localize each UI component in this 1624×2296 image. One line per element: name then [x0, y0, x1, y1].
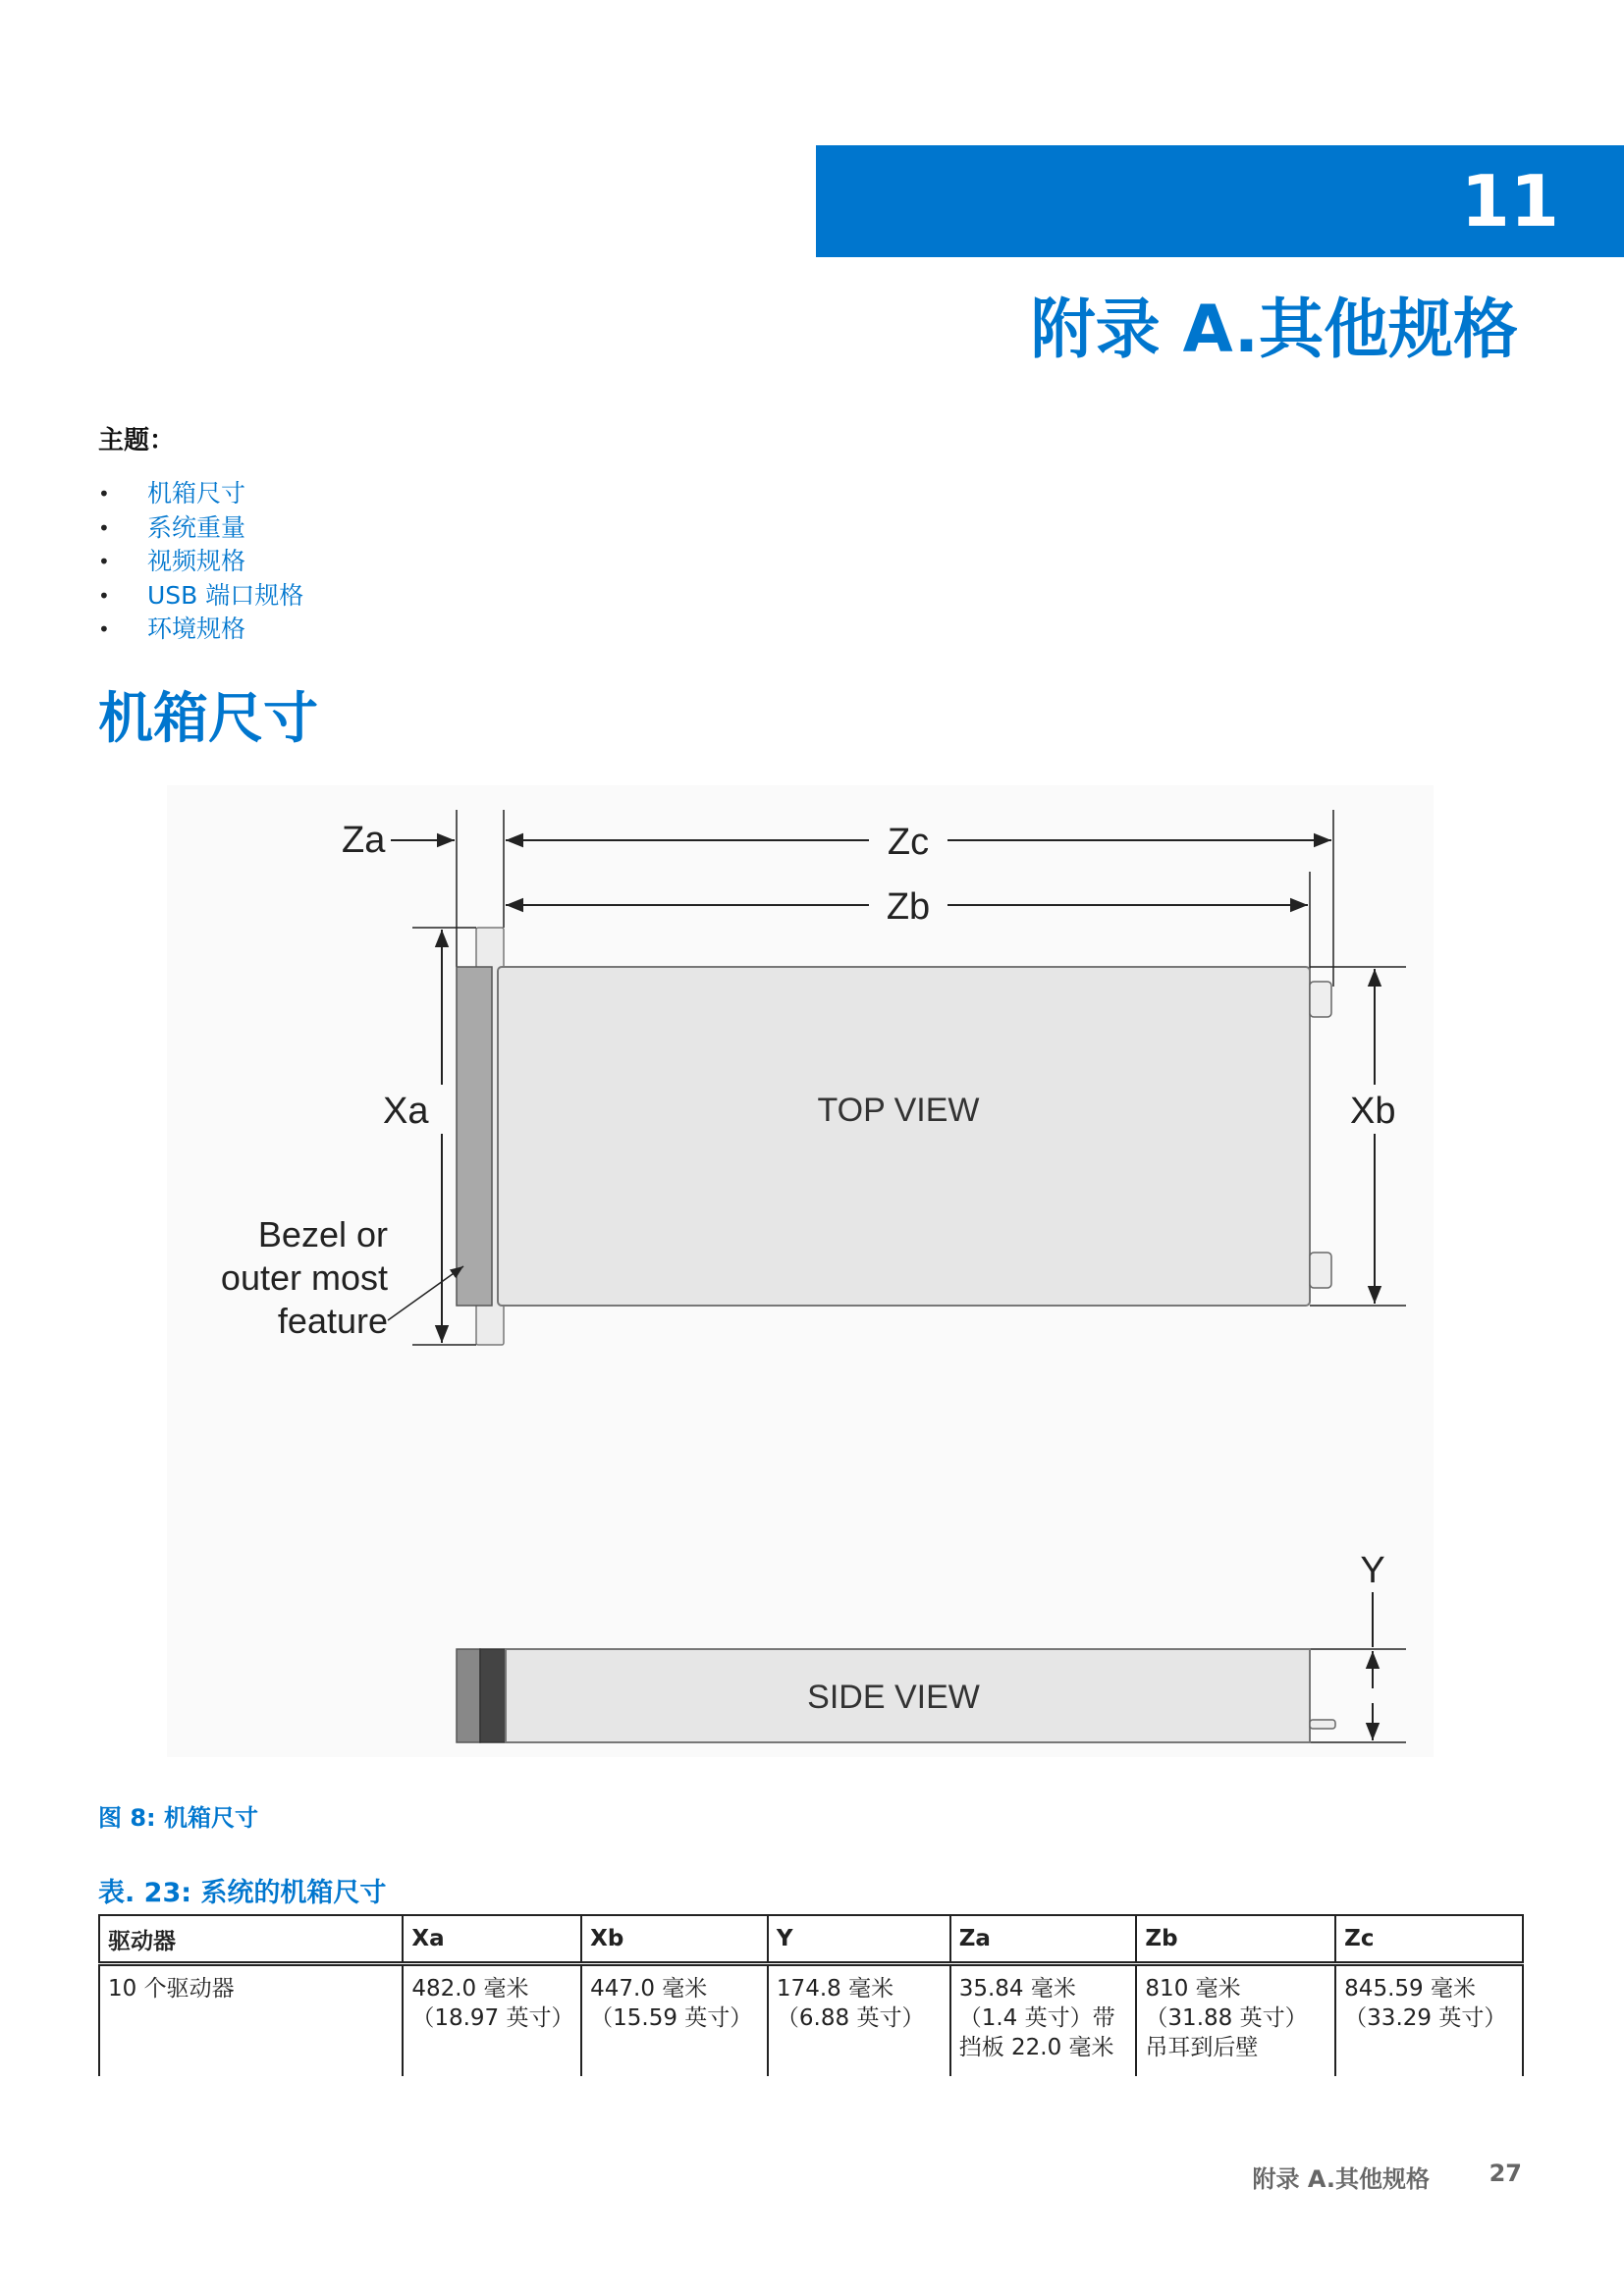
header-za: Za	[950, 1915, 1137, 1964]
header-zb: Zb	[1136, 1915, 1335, 1964]
bezel-label-line-2: outer most	[220, 1257, 388, 1298]
cell-zc: 845.59 毫米（33.29 英寸）	[1335, 1964, 1523, 2077]
table-caption: 表. 23: 系统的机箱尺寸	[98, 1878, 387, 1908]
side-view-front	[480, 1649, 506, 1742]
page-number: 27	[1489, 2160, 1522, 2187]
bezel-label-line-1: Bezel or	[257, 1214, 388, 1255]
header-drives: 驱动器	[99, 1915, 403, 1964]
chapter-title: 附录 A.其他规格	[1030, 292, 1518, 367]
topic-link-chassis-dimensions[interactable]: 机箱尺寸	[147, 479, 246, 507]
bezel-label-line-3: feature	[277, 1301, 388, 1341]
xa-label: Xa	[383, 1091, 429, 1132]
bullet-icon: •	[98, 515, 110, 540]
table-header-row	[99, 1915, 1523, 1964]
topic-link-video-specs[interactable]: 视频规格	[147, 547, 246, 575]
cell-xa: 482.0 毫米（18.97 英寸）	[403, 1964, 581, 2077]
xb-label: Xb	[1350, 1091, 1396, 1132]
bullet-icon: •	[98, 550, 110, 573]
chassis-dimensions-table	[98, 1914, 1524, 2076]
cell-xb: 447.0 毫米（15.59 英寸）	[581, 1964, 768, 2077]
cell-za: 35.84 毫米（1.4 英寸）带挡板 22.0 毫米	[950, 1964, 1137, 2077]
rear-handle-bottom	[1310, 1253, 1331, 1288]
cell-zb: 810 毫米（31.88 英寸）吊耳到后壁	[1136, 1964, 1335, 2077]
top-view-label: TOP VIEW	[817, 1092, 980, 1129]
header-xb: Xb	[581, 1915, 768, 1964]
footer-chapter-title: 附录 A.其他规格	[1252, 2165, 1430, 2193]
cell-y: 174.8 毫米（6.88 英寸）	[768, 1964, 950, 2077]
bullet-icon: •	[98, 617, 110, 641]
zb-label: Zb	[886, 886, 931, 928]
za-label: Za	[342, 820, 386, 861]
header-y: Y	[768, 1915, 950, 1964]
chassis-diagram	[167, 785, 1434, 1757]
bezel	[457, 967, 492, 1306]
topic-link-usb-specs[interactable]: USB 端口规格	[147, 580, 304, 610]
chapter-number: 11	[1460, 160, 1559, 242]
top-view-chassis	[498, 967, 1310, 1306]
chassis-dimensions-figure	[167, 785, 1434, 1757]
zc-label: Zc	[887, 822, 930, 863]
bullet-icon: •	[98, 583, 110, 608]
y-label: Y	[1360, 1550, 1385, 1591]
chapter-band	[816, 145, 1624, 257]
bullet-icon: •	[98, 482, 110, 506]
topic-link-system-weight[interactable]: 系统重量	[147, 512, 246, 542]
topic-link-environmental-specs[interactable]: 环境规格	[147, 614, 246, 643]
section-title: 机箱尺寸	[98, 687, 318, 751]
side-view-bezel	[457, 1649, 480, 1742]
topics-label: 主题：	[98, 426, 176, 455]
rear-handle-top	[1310, 982, 1331, 1017]
header-zc: Zc	[1335, 1915, 1523, 1964]
table-row	[99, 1964, 1523, 2077]
side-view-handle	[1310, 1720, 1335, 1729]
cell-drives: 10 个驱动器	[99, 1964, 403, 2077]
figure-caption: 图 8: 机箱尺寸	[98, 1804, 259, 1832]
side-view-label: SIDE VIEW	[807, 1679, 980, 1716]
header-xa: Xa	[403, 1915, 581, 1964]
